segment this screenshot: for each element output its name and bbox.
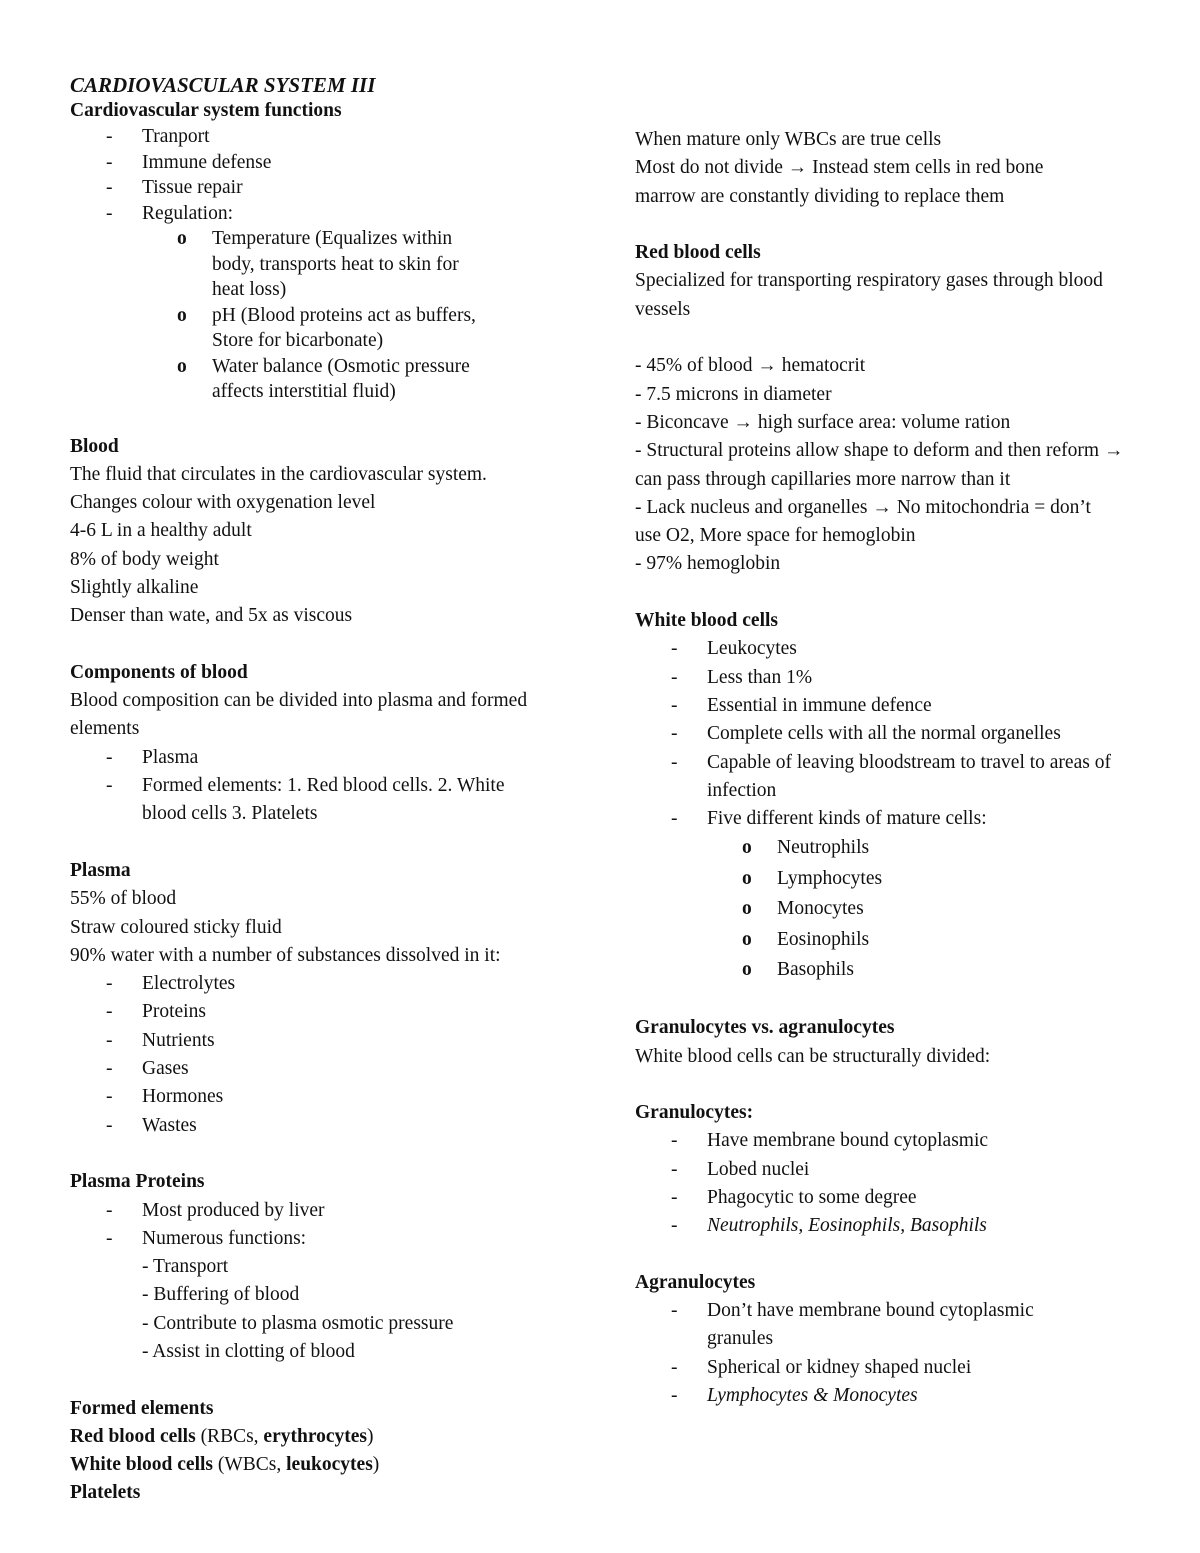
- list-item: o Water balance (Osmotic pressure affects interstitial fluid): [142, 354, 490, 405]
- rbc-fact: - 45% of blood → hematocrit: [635, 355, 866, 377]
- list-item: - Tranport: [70, 124, 570, 150]
- plasma-line: 55% of blood: [70, 888, 177, 910]
- list-item: - Have membrane bound cytoplasmic: [635, 1127, 1155, 1155]
- list-item: - Wastes: [70, 1112, 570, 1140]
- granulocytes-heading: Granulocytes:: [635, 1102, 754, 1124]
- formed-elements-heading: Formed elements: [70, 1397, 214, 1419]
- rbc-close: ): [367, 1425, 374, 1447]
- protein-function: - Assist in clotting of blood: [142, 1341, 355, 1362]
- rbc-intro: Specialized for transporting respiratory gases through blood vessels: [635, 270, 1103, 320]
- list-item: o Basophils: [707, 955, 1155, 986]
- blood-line: Denser than wate, and 5x as viscous: [70, 605, 353, 627]
- rbc-term: erythrocytes: [263, 1425, 368, 1447]
- regulation-list: [70, 226, 490, 405]
- list-item: o Monocytes: [707, 894, 1155, 925]
- list-item: o Temperature (Equalizes within body, transports heat to skin for heat loss): [142, 226, 490, 303]
- agranulocytes-list: [635, 1297, 1075, 1410]
- list-item: o Eosinophils: [707, 925, 1155, 956]
- functions-list: [70, 124, 570, 226]
- wbc-heading: White blood cells: [635, 610, 779, 632]
- plasma-line: Straw coloured sticky fluid: [70, 916, 282, 938]
- list-item: - Tissue repair: [70, 175, 570, 201]
- blood-line: 8% of body weight: [70, 548, 219, 570]
- left-column: [70, 72, 570, 1508]
- list-item: - Lobed nuclei: [635, 1156, 1155, 1184]
- list-item: o Lymphocytes: [707, 864, 1155, 895]
- wbc-abbr: (WBCs,: [213, 1454, 287, 1476]
- intro-line: When mature only WBCs are true cells: [635, 129, 942, 150]
- formed-rbc-line: [70, 1423, 570, 1451]
- list-item: - Capable of leaving bloodstream to travel to areas of infection: [635, 749, 1135, 806]
- rbc-fact: - 97% hemoglobin: [635, 553, 781, 575]
- blood-heading: Blood: [70, 435, 119, 457]
- list-item: - Gases: [70, 1055, 570, 1083]
- list-item: - Nutrients: [70, 1027, 570, 1055]
- rbc-heading: Red blood cells: [635, 242, 761, 264]
- agranulocytes-heading: Agranulocytes: [635, 1271, 756, 1293]
- list-item: - Regulation:: [70, 201, 570, 227]
- wbc-list: [635, 635, 1135, 833]
- list-item: - Hormones: [70, 1083, 570, 1111]
- rbc-fact: - Lack nucleus and organelles → No mitochondria = don’t use O2, More space for hemoglobin: [635, 496, 1091, 547]
- list-item: - Immune defense: [70, 150, 570, 176]
- blood-line: Slightly alkaline: [70, 576, 199, 598]
- blood-line: Changes colour with oxygenation level: [70, 492, 376, 514]
- gvsa-text: White blood cells can be structurally divided:: [635, 1045, 991, 1067]
- protein-function: - Transport: [142, 1256, 229, 1278]
- rbc-fact: - Biconcave → high surface area: volume ration: [635, 411, 1011, 433]
- list-item: - Spherical or kidney shaped nuclei: [635, 1354, 1075, 1382]
- gvsa-heading: Granulocytes vs. agranulocytes: [635, 1017, 895, 1039]
- blood-line: 4-6 L in a healthy adult: [70, 520, 252, 542]
- components-list: [70, 744, 550, 829]
- page-title: CARDIOVASCULAR SYSTEM III: [70, 73, 376, 97]
- list-item: - Formed elements: 1. Red blood cells. 2. White blood cells 3. Platelets: [70, 772, 550, 829]
- list-item: - Electrolytes: [70, 970, 570, 998]
- list-item: - Neutrophils, Eosinophils, Basophils: [635, 1212, 1155, 1240]
- list-item: - Essential in immune defence: [635, 692, 1135, 720]
- functions-heading: Cardiovascular system functions: [70, 100, 342, 121]
- rbc-abbr: (RBCs,: [195, 1425, 264, 1447]
- rbc-fact: - 7.5 microns in diameter: [635, 383, 832, 405]
- list-item: - Plasma: [70, 744, 550, 772]
- wbc-kinds-list: [635, 833, 1155, 986]
- list-item: - Five different kinds of mature cells:: [635, 805, 1135, 833]
- rbc-label: Red blood cells: [70, 1425, 196, 1447]
- list-item: - Phagocytic to some degree: [635, 1184, 1155, 1212]
- list-item: o pH (Blood proteins act as buffers, Store for bicarbonate): [142, 303, 490, 354]
- protein-function: - Buffering of blood: [142, 1284, 300, 1306]
- list-item: - Proteins: [70, 998, 570, 1026]
- components-heading: Components of blood: [70, 661, 248, 683]
- list-item: o Neutrophils: [707, 833, 1155, 864]
- formed-platelets: Platelets: [70, 1482, 141, 1504]
- plasma-heading: Plasma: [70, 859, 131, 881]
- list-item: - Don’t have membrane bound cytoplasmic granules: [635, 1297, 1075, 1354]
- blood-line: The fluid that circulates in the cardiovascular system.: [70, 463, 487, 485]
- list-item: - Complete cells with all the normal organelles: [635, 720, 1135, 748]
- list-item: - Numerous functions:: [70, 1225, 570, 1253]
- protein-function: - Contribute to plasma osmotic pressure: [142, 1312, 454, 1334]
- right-column: [635, 126, 1155, 1410]
- granulocytes-list: [635, 1127, 1155, 1240]
- list-item: - Leukocytes: [635, 635, 1135, 663]
- rbc-fact: - Structural proteins allow shape to deform and then reform → can pass through capillaries more narrow than it: [635, 440, 1124, 490]
- formed-wbc-line: [70, 1451, 570, 1479]
- plasma-proteins-list: [70, 1197, 570, 1254]
- intro-line: Most do not divide → Instead stem cells in red bone marrow are constantly dividing to replace them: [635, 157, 1044, 207]
- wbc-label: White blood cells: [70, 1454, 214, 1476]
- wbc-close: ): [372, 1454, 380, 1476]
- components-intro: Blood composition can be divided into plasma and formed elements: [70, 690, 528, 740]
- list-item: - Lymphocytes & Monocytes: [635, 1382, 1075, 1410]
- plasma-line: 90% water with a number of substances dissolved in it:: [70, 944, 501, 966]
- plasma-list: [70, 970, 570, 1140]
- list-item: - Most produced by liver: [70, 1197, 570, 1225]
- plasma-proteins-heading: Plasma Proteins: [70, 1171, 205, 1193]
- list-item: - Less than 1%: [635, 664, 1135, 692]
- wbc-term: leukocytes: [286, 1454, 373, 1476]
